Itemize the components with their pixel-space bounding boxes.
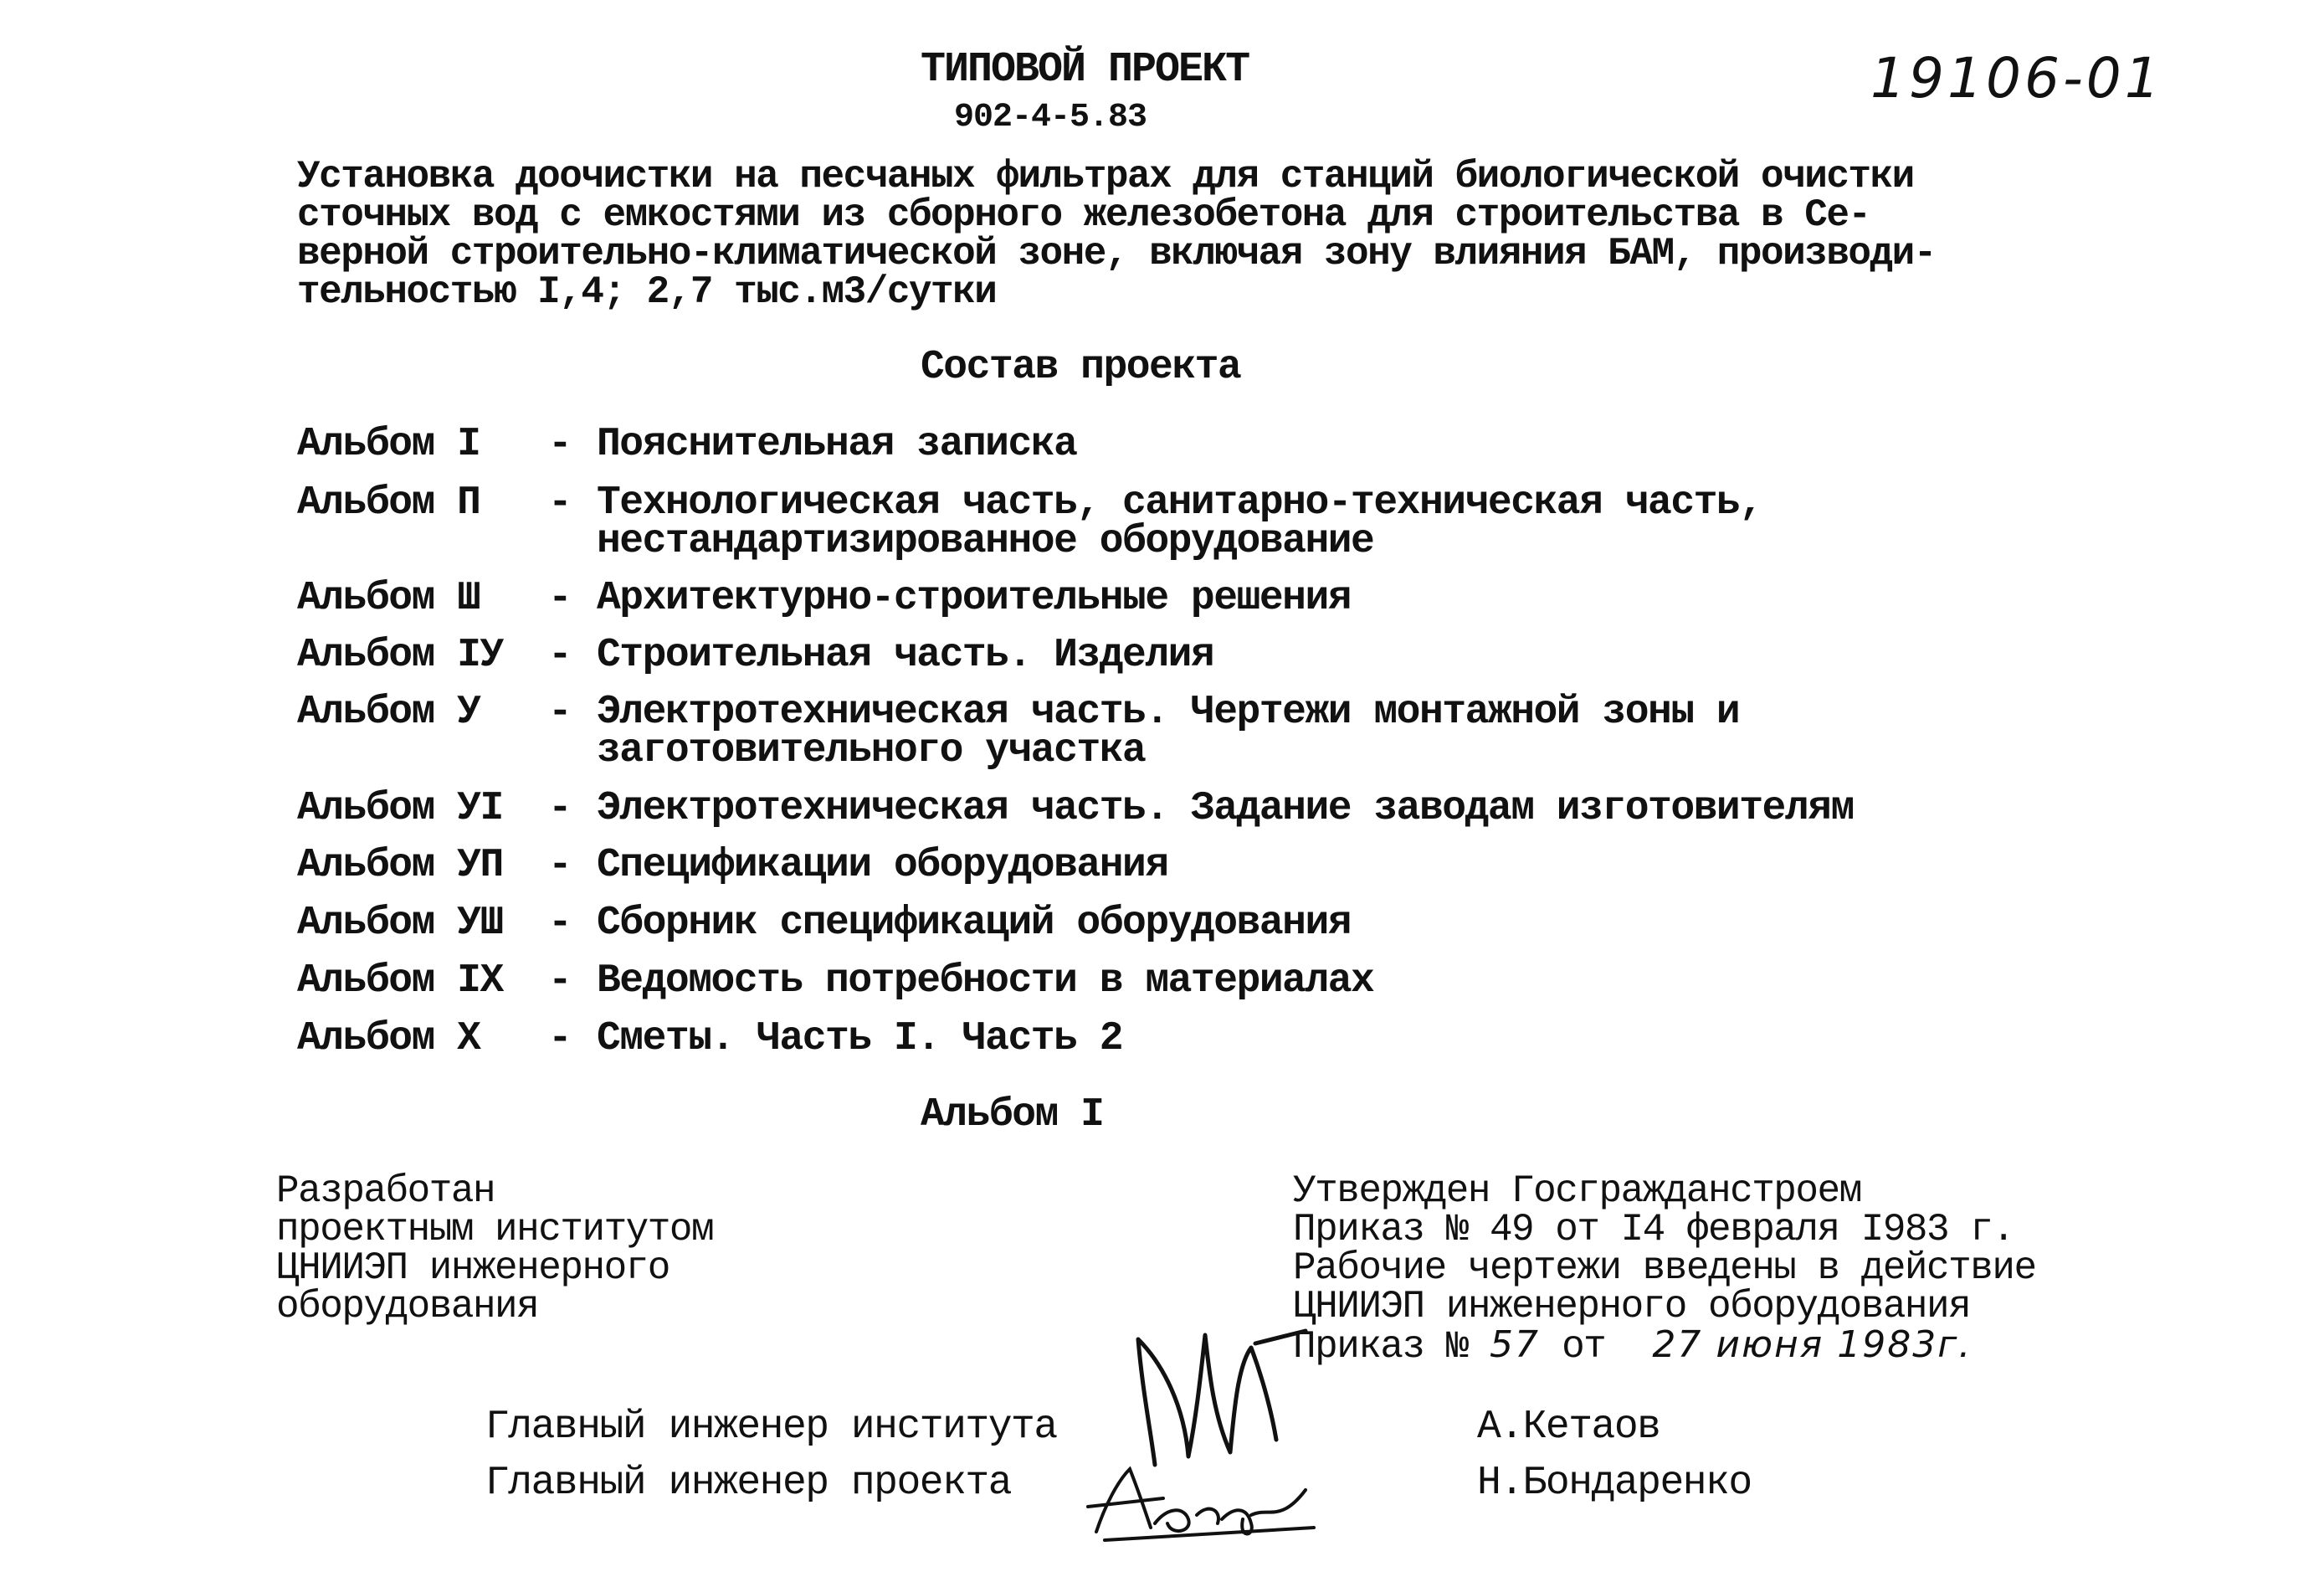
- album-description: Строительная часть. Изделия: [597, 633, 1214, 678]
- album-dash: -: [548, 422, 572, 467]
- album-description: Архитектурно-строительные решения: [597, 576, 1352, 621]
- album-dash: -: [548, 901, 572, 946]
- album-description: Сметы. Часть I. Часть 2: [597, 1016, 1123, 1061]
- album-label: Альбом IX: [297, 958, 503, 1004]
- approval-line: Рабочие чертежи введены в действие: [1293, 1246, 2036, 1290]
- album-description: Сборник спецификаций оборудования: [597, 901, 1352, 946]
- approval-line: Приказ № 49 от I4 февраля I983 г.: [1293, 1208, 2014, 1251]
- album-dash: -: [548, 786, 572, 831]
- signer-role-2: Главный инженер проекта: [485, 1461, 1012, 1506]
- album-dash: -: [548, 576, 572, 621]
- approval-line: Утвержден Госгражданстроем: [1293, 1169, 1861, 1213]
- project-number: 902-4-5.83: [954, 99, 1147, 136]
- album-dash: -: [548, 690, 572, 735]
- current-album-heading: Альбом I: [921, 1092, 1104, 1138]
- signature-2: [1071, 1456, 1322, 1549]
- handwritten-order-date: 27 июня 1983г.: [1652, 1323, 1973, 1366]
- album-description: Спецификации оборудования: [597, 843, 1168, 888]
- album-description: Ведомость потребности в материалах: [597, 958, 1374, 1004]
- album-dash: -: [548, 843, 572, 888]
- album-description: Электротехническая часть. Задание заводам изготовителям: [597, 786, 1854, 831]
- signer-name-1: А.Кетаов: [1477, 1405, 1660, 1450]
- album-label: Альбом У: [297, 690, 480, 735]
- approval-line: ЦНИИЭП инженерного оборудования: [1293, 1285, 1971, 1328]
- composition-heading: Состав проекта: [921, 345, 1241, 390]
- album-label: Альбом X: [297, 1016, 480, 1061]
- approval-block: [1293, 1169, 2036, 1369]
- album-dash: -: [548, 633, 572, 678]
- album-description: Пояснительная записка: [597, 422, 1077, 467]
- signature-1: [1105, 1314, 1322, 1473]
- album-label: Альбом УП: [297, 843, 503, 888]
- project-description: Установка доочистки на песчаных фильтрах для станций биологической очистки сточных вод с емкостями из сборного железобетона для строительства в Се- верной строительно-климатической зоне, включая зону влияния БАМ, производи- тельностью I,4; 2,7 тыс.м3/сутки: [297, 155, 1936, 314]
- album-dash: -: [548, 1016, 572, 1061]
- album-label: Альбом Ш: [297, 576, 480, 621]
- album-label: Альбом IУ: [297, 633, 503, 678]
- developed-by-block: Разработан проектным институтом ЦНИИЭП инженерного оборудования: [276, 1169, 714, 1328]
- document-type-title: ТИПОВОЙ ПРОЕКТ: [921, 46, 1249, 94]
- album-dash: -: [548, 480, 572, 526]
- album-dash: -: [548, 958, 572, 1004]
- album-description: Электротехническая часть. Чертежи монтажной зоны и заготовительного участка: [597, 690, 1740, 773]
- handwritten-order-number: 57: [1489, 1323, 1540, 1366]
- album-description: Технологическая часть, санитарно-техническая часть, нестандартизированное оборудование: [597, 480, 1762, 564]
- signer-role-1: Главный инженер института: [485, 1405, 1057, 1450]
- order-mid: от: [1562, 1325, 1606, 1369]
- album-label: Альбом УI: [297, 786, 503, 831]
- document-code: 19106-01: [1870, 46, 2163, 110]
- approval-order-line: [1293, 1323, 2036, 1369]
- album-label: Альбом УШ: [297, 901, 503, 946]
- album-label: Альбом I: [297, 422, 480, 467]
- order-prefix: Приказ №: [1293, 1325, 1468, 1369]
- album-label: Альбом П: [297, 480, 480, 526]
- signer-name-2: Н.Бондаренко: [1477, 1461, 1752, 1506]
